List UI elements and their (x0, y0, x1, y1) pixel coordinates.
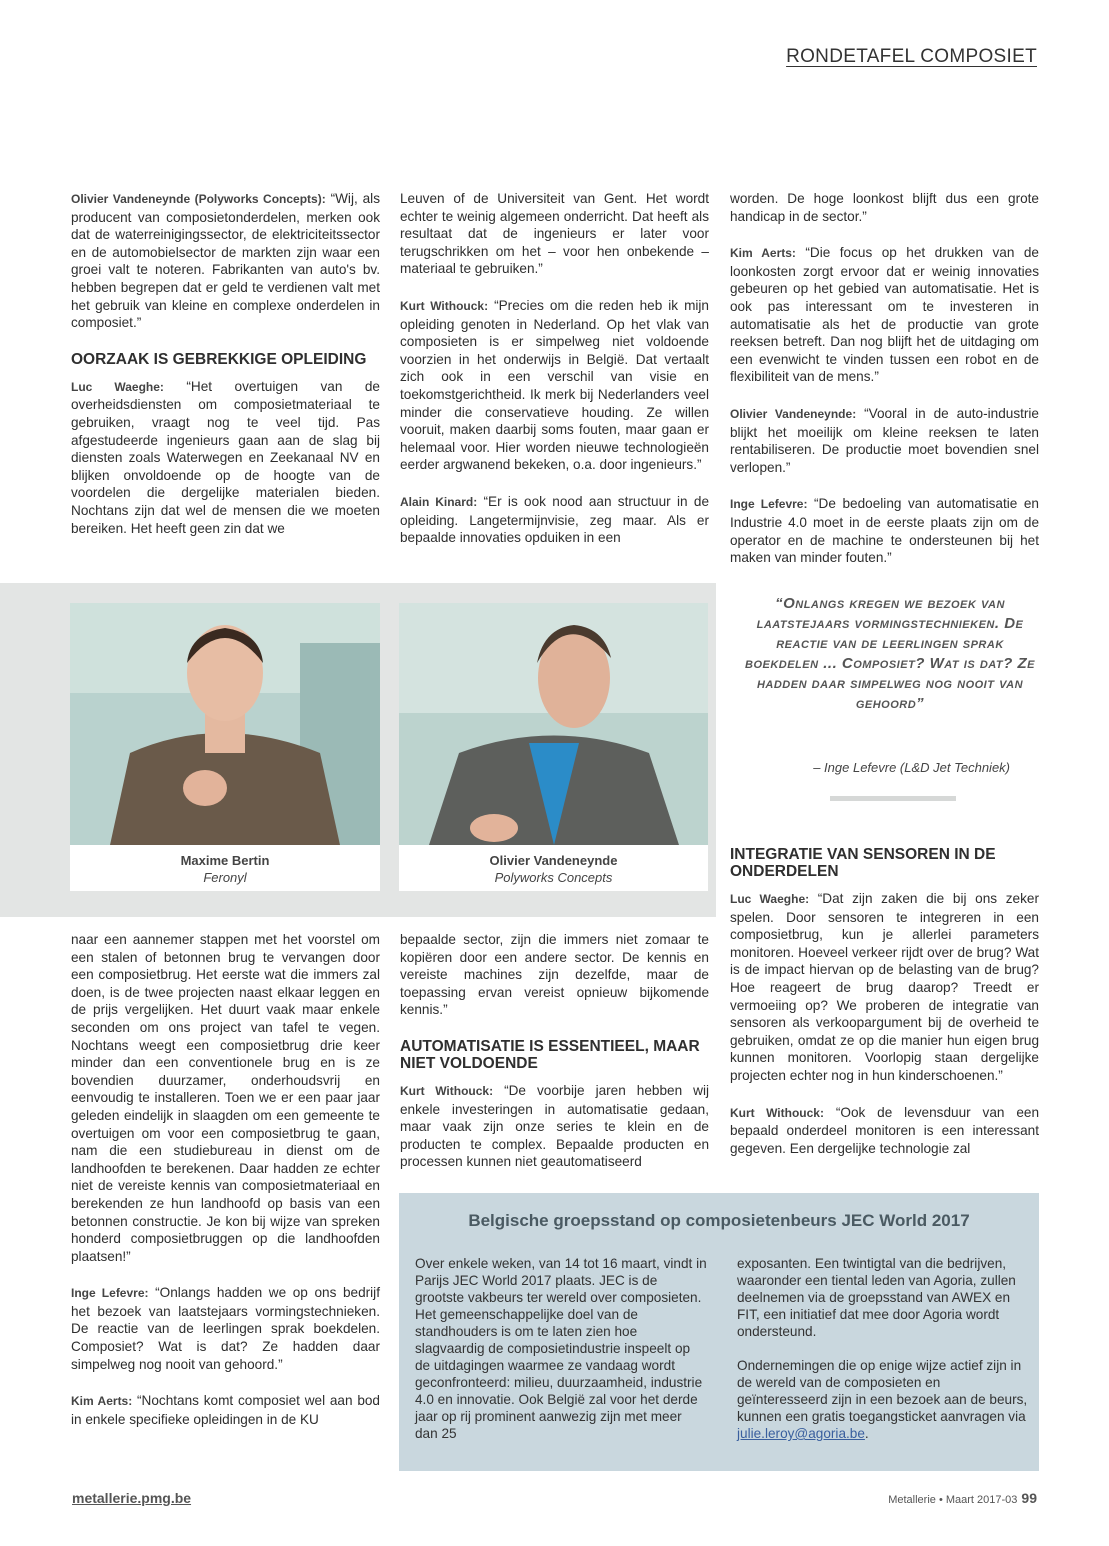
speaker-name: Kim Aerts: (730, 246, 796, 261)
photo-caption-name: Olivier Vandeneynde (489, 853, 618, 868)
portrait-photo (70, 603, 380, 845)
info-box-text-end: . (864, 1426, 869, 1441)
photo-card-olivier-vandeneynde (399, 603, 708, 891)
pull-quote-author: – Inge Lefevre (L&D Jet Techniek) (813, 760, 1010, 775)
info-box-paragraph: exposanten. Een twintigtal van die bedrijven, waaronder een tiental leden van Agoria, zullen deelnemen via de groepsstand van AWEX en FIT, een initiatief dat mee door Agoria wordt ondersteund. (737, 1256, 1016, 1339)
portrait-photo (399, 603, 708, 845)
article-paragraph (730, 190, 1039, 225)
paragraph-text: “Onlangs hadden we op ons bedrijf het bezoek van laatstejaars vormingstechnieken. De reactie van de leerlingen sprak boekdelen. Composiet? Wat is dat? Ze hadden daar simpelweg nog nooit van gehoord.” (71, 1285, 380, 1372)
paragraph-text: worden. De hoge loonkost blijft dus een grote handicap in de sector.” (730, 191, 1039, 224)
section-heading: AUTOMATISATIE IS ESSENTIEEL, MAAR NIET VOLDOENDE (400, 1037, 700, 1072)
section-header: RONDETAFEL COMPOSIET (786, 46, 1037, 67)
paragraph-text: “Het overtuigen van de overheidsdiensten om composietmateriaal te gebruiken, vraagt nog te veel tijd. Pas afgestudeerde ingenieurs gaan aan de slag bij diensten zoals Waterwegen en Zeekanaal NV en blijken onvoldoende op de hoogte van de voordelen die dergelijke materialen bieden. Nochtans zijn dat wel de mensen die we moeten bereiken. Het heeft geen zin dat we (71, 378, 380, 536)
footer-website-link[interactable]: metallerie.pmg.be (72, 1490, 192, 1506)
article-column-bottom-2 (400, 931, 709, 1190)
speaker-name: Kurt Withouck: (400, 298, 489, 313)
speaker-name: Luc Waeghe: (71, 379, 164, 394)
article-paragraph (730, 890, 1039, 1085)
paragraph-text: naar een aannemer stappen met het voorstel om een stalen of betonnen brug te vervangen door een composietbrug. Het eerste wat die immers zal doen, is de twee projecten naast elkaar leggen en de prijs vergelijken. Het duurt vaak maar enkele seconden om ons project van tafel te vegen. Nochtans weegt een composietbrug drie keer minder dan een conventionele brug en is ze bovendien duurzamer, onderhoudsvrij en eenvoudig te installeren. Toen we er een paar jaar geleden eindelijk in slaagden om een gemeente te overtuigen om voor een composietbrug te gaan, nam die een studiebureau in dienst om de landhoofden te berekenen. Daar hadden ze echter niet de vereiste kennis van composietmateriaal en berekenden ze hun landhoofd op basis van een betonnen constructie. Je kon bij wijze van spreken honderd composietbruggen op die landhoofden plaatsen!” (71, 932, 380, 1264)
info-box-text: Ondernemingen die op enige wijze actief zijn in de wereld van de composieten en geïnteresseerd zijn in een bezoek aan de beurs, kunnen een gratis toegangsticket aanvragen via (737, 1358, 1028, 1424)
article-column-top-1 (71, 190, 380, 556)
info-box-paragraph (737, 1357, 1029, 1442)
paragraph-text: bepaalde sector, zijn die immers niet zomaar te kopiëren door een andere sector. De kennis en vereiste machines zijn dezelfde, maar de toepassing ervan vereist opnieuw bijkomende kennis.” (400, 932, 709, 1018)
pull-quote-divider (830, 796, 956, 801)
email-link[interactable]: julie.leroy@agoria.be (737, 1426, 865, 1441)
speaker-name: Luc Waeghe: (730, 892, 810, 906)
article-paragraph (71, 931, 380, 1265)
photo-caption-name: Maxime Bertin (180, 853, 270, 868)
article-paragraph (730, 1104, 1039, 1158)
article-paragraph (400, 931, 709, 1019)
paragraph-text: “Die focus op het drukken van de loonkosten zorgt ervoor dat er weinig innovaties gebeuren op het gebied van automatisatie. Het is ook pas interessant om te investeren in automatisatie als het de productie van grote reeksen betreft. Dan nog blijft het de uitdaging om een evenwicht te vinden tussen een robot en de flexibiliteit van de mens.” (730, 245, 1039, 385)
article-paragraph (730, 405, 1039, 476)
photo-caption-org: Polyworks Concepts (494, 870, 613, 885)
page-number: 99 (1021, 1490, 1037, 1506)
pull-quote: “Onlangs kregen we bezoek van laatstejaars vormingstechnieken. De reactie van de leerlingen sprak boekdelen ... Composiet? Wat is dat? Ze hadden daar simpelweg nog nooit van gehoord” (745, 595, 1035, 712)
article-paragraph (730, 495, 1039, 566)
speaker-name: Kurt Withouck: (400, 1083, 494, 1098)
speaker-name: Olivier Vandeneynde: (730, 406, 857, 421)
article-paragraph (400, 493, 709, 547)
footer-issue-label: Metallerie • Maart 2017-03 (888, 1494, 1018, 1506)
article-column-top-2 (400, 190, 709, 566)
article-paragraph (71, 378, 380, 537)
paragraph-text: Leuven of de Universiteit van Gent. Het wordt echter te weinig algemeen onderricht. Dat heeft als resultaat dat de ingenieurs er later voor terugschrikken om het – voor hen onbekende – materiaal te gebruiken.” (400, 191, 709, 277)
paragraph-text: “De bedoeling van automatisatie en Industrie 4.0 moet in de eerste plaats zijn om de operator en de machine te ondersteunen bij het maken van minder fouten.” (730, 496, 1039, 566)
article-column-bottom-1 (71, 931, 380, 1447)
info-box-paragraph: Over enkele weken, van 14 tot 16 maart, vindt in Parijs JEC World 2017 plaats. JEC is de grootste vakbeurs ter wereld over composieten. Het gemeenschappelijke doel van de standhouders is om te laten zien hoe slagvaardig de composietindustrie inspeelt op de uitdagingen waarmee ze vandaag wordt geconfronteerd: milieu, duurzaamheid, industrie 4.0 en innovatie. Ook België zal voor het derde jaar op rij prominent aanwezig zijn met meer dan 25 (415, 1256, 707, 1441)
section-heading: OORZAAK IS GEBREKKIGE OPLEIDING (71, 350, 367, 368)
article-column-top-3 (730, 190, 1039, 586)
info-box-column-1 (415, 1255, 707, 1459)
article-paragraph (730, 244, 1039, 386)
info-box-title: Belgische groepsstand op composietenbeurs JEC World 2017 (468, 1211, 970, 1230)
paragraph-text: “Ook de levensduur van een bepaald onderdeel monitoren is een interessant gegeven. Een dergelijke technologie zal (730, 1104, 1040, 1156)
photo-card-maxime-bertin (70, 603, 380, 891)
article-paragraph (400, 1082, 709, 1171)
info-box (399, 1193, 1039, 1471)
article-paragraph (400, 297, 709, 474)
footer-issue (888, 1490, 1037, 1506)
article-paragraph (400, 190, 709, 278)
article-column-bottom-3 (730, 840, 1039, 1176)
speaker-name: Alain Kinard: (400, 494, 478, 509)
speaker-name: Kim Aerts: (71, 1394, 133, 1409)
paragraph-text: “De voorbije jaren hebben wij enkele investeringen in automatisatie gedaan, maar vaak zijn onze series te klein en de producten te complex. Bepaalde producten en processen kunnen niet geautomatiseerd (400, 1082, 709, 1170)
paragraph-text: “Nochtans komt composiet wel aan bod in enkele specifieke opleidingen in de KU (71, 1393, 380, 1427)
article-paragraph (71, 190, 380, 332)
section-heading: INTEGRATIE VAN SENSOREN IN DE ONDERDELEN (730, 846, 996, 880)
article-paragraph (71, 1392, 380, 1428)
speaker-name: Inge Lefevre: (730, 497, 808, 512)
paragraph-text: “Er is ook nood aan structuur in de opleiding. Langetermijnvisie, zeg maar. Als er bepaalde innovaties opduiken in een (400, 493, 709, 546)
speaker-name: Kurt Withouck: (730, 1105, 824, 1120)
article-paragraph (71, 1284, 380, 1373)
paragraph-text: “Dat zijn zaken die bij ons zeker spelen. Door sensoren te integreren in een composietbrug, kun je allerlei parameters monitoren. Hoeveel verkeer rijdt over de brug? Wat is de impact hiervan op de belasting van de brug? Hoe reageert de brug daarop? Treedt er vermoeiing op? We proberen de integratie van sensoren als verkoopargument bij de overheid te gebruiken, omdat ze op die manier hun eigen brug kunnen monitoren. Voorlopig staan dergelijke projecten echter nog in hun kinderschoenen.” (730, 891, 1039, 1083)
photo-caption-org: Feronyl (203, 870, 247, 885)
paragraph-text: “Precies om die reden heb ik mijn opleiding genoten in Nederland. Op het vlak van composieten is er simpelweg niet voldoende voorzien in het onderwijs in België. Dat vertaalt zich ook in een verschil van visie en toekomstgerichtheid. Ik merk bij Nederlanders veel minder die conservatieve houding. Ze willen vooruit, maken daarbij soms fouten, maar gaan er helemaal voor. Hier worden nieuwe technologieën eerder argwanend bekeken, o.a. door ingenieurs.” (400, 297, 709, 473)
speaker-name: Olivier Vandeneynde (Polyworks Concepts): (71, 192, 326, 206)
speaker-name: Inge Lefevre: (71, 1286, 149, 1301)
paragraph-text: “Wij, als producent van composietonderdelen, merken ook dat de waterreinigingssector, de elektriciteitssector en de automobielsector de markten zijn waar een groei valt te noteren. Fabrikanten van auto's bv. hebben begrepen dat er geld te verdienen valt met het gebruik van kleine en complexe onderdelen in composiet.” (71, 191, 381, 331)
info-box-column-2 (737, 1255, 1029, 1459)
paragraph-text: “Vooral in de auto-industrie blijkt het moeilijk om kleine reeksen te laten rentabiliseren. De productie moet bovendien snel verlopen.” (730, 405, 1039, 475)
